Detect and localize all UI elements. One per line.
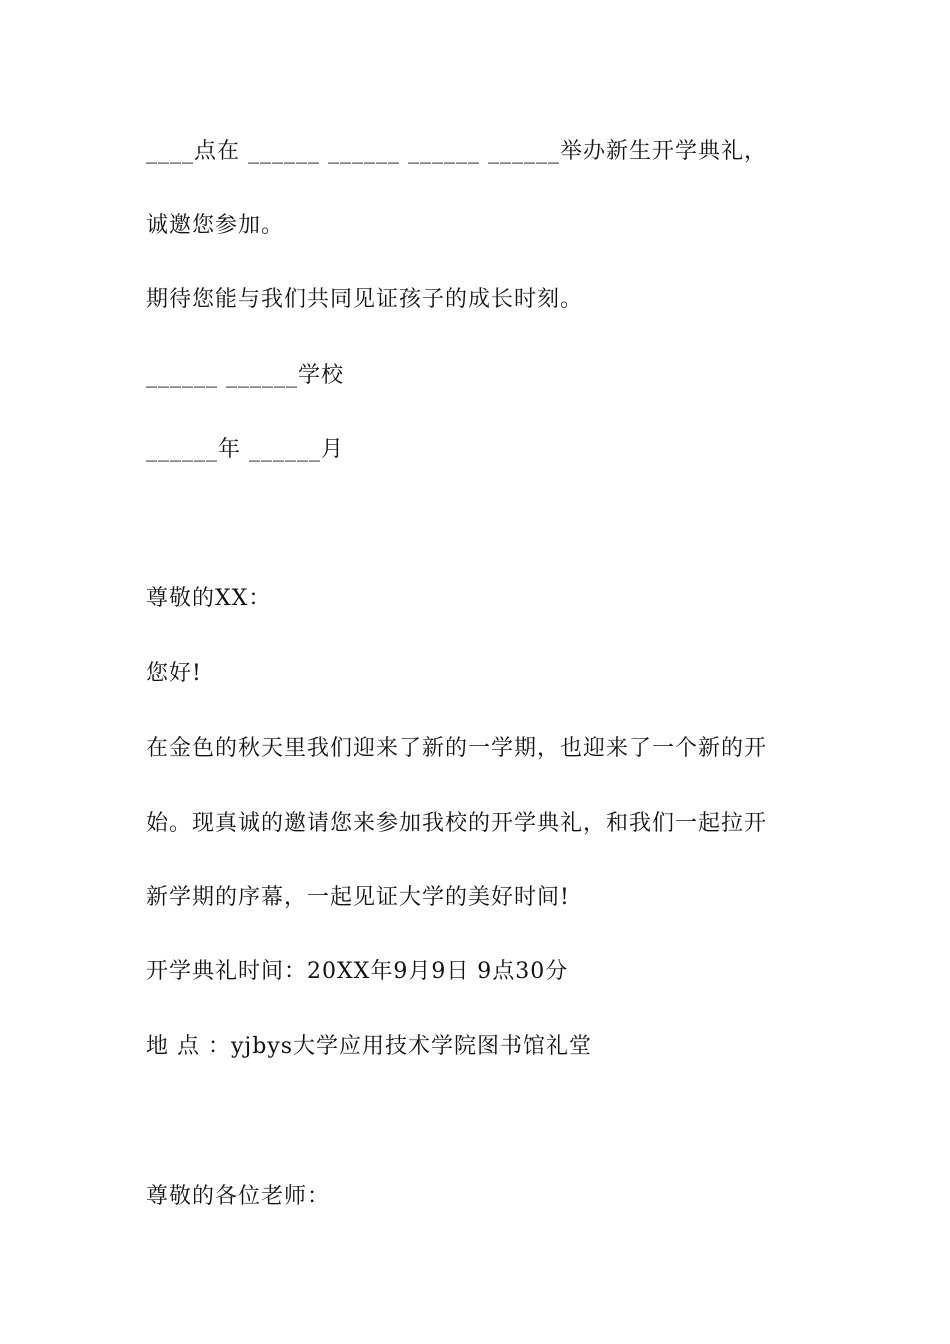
salutation-teachers: 尊敬的各位老师： xyxy=(146,1184,331,1209)
greeting-line: 您好! xyxy=(146,661,202,686)
invitation-time-place-line: ____点在 ______ ______ ______ ______举办新生开学典礼， xyxy=(146,139,767,164)
ceremony-time-line: 开学典礼时间：20XX年9月9日 9点30分 xyxy=(146,959,569,984)
body-paragraph-line-1: 在金色的秋天里我们迎来了新的一学期，也迎来了一个新的开 xyxy=(146,736,768,761)
invitation-expectation-line: 期待您能与我们共同见证孩子的成长时刻。 xyxy=(146,287,584,312)
school-signature-line: ______ ______学校 xyxy=(146,363,344,388)
ceremony-location-line: 地 点 ：yjbys大学应用技术学院图书馆礼堂 xyxy=(146,1034,593,1059)
salutation-xx: 尊敬的XX： xyxy=(146,586,272,611)
invitation-sincere-line: 诚邀您参加。 xyxy=(146,213,285,238)
date-signature-line: ______年 ______月 xyxy=(146,437,344,462)
body-paragraph-line-3: 新学期的序幕，一起见证大学的美好时间! xyxy=(146,885,570,910)
body-paragraph-line-2: 始。现真诚的邀请您来参加我校的开学典礼，和我们一起拉开 xyxy=(146,811,768,836)
